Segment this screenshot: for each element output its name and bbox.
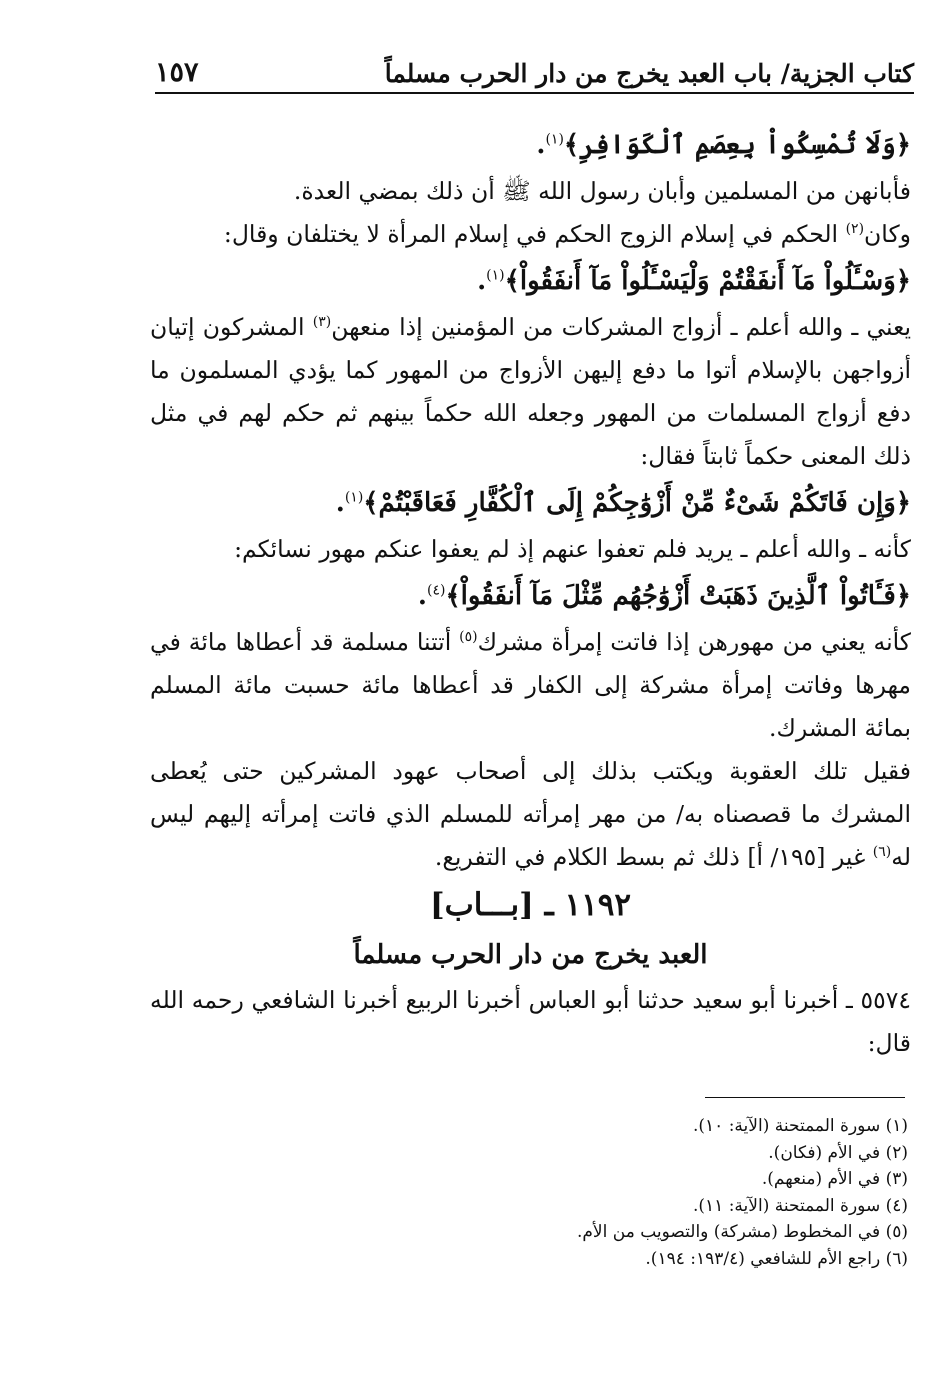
quran-verse-4 bbox=[150, 571, 911, 621]
paragraph-text: ذلك ثم بسط الكلام في التفريع. bbox=[434, 843, 748, 871]
quran-verse-3 bbox=[150, 478, 911, 528]
footnote: (٣) في الأم (منعهم). bbox=[761, 1169, 908, 1189]
paragraph-text: الحكم في إسلام الزوج الحكم في إسلام المرأة لا يختلفان وقال: bbox=[223, 220, 846, 248]
page-header bbox=[155, 44, 914, 94]
paragraph-6 bbox=[150, 750, 911, 879]
footnote: (٤) سورة الممتحنة (الآية: ١١). bbox=[692, 1195, 908, 1216]
main-text bbox=[150, 120, 911, 1065]
paragraph-2 bbox=[150, 213, 911, 256]
footnote-ref: (٥) bbox=[459, 629, 478, 646]
paragraph-5 bbox=[150, 621, 911, 750]
paragraph-text: غير bbox=[825, 843, 873, 871]
quran-verse-2 bbox=[150, 256, 911, 306]
quran-verse-1 bbox=[150, 120, 911, 170]
footnote-ref: (٦) bbox=[872, 844, 892, 861]
running-title: كتاب الجزية/ باب العبد يخرج من دار الحرب مسلماً bbox=[384, 59, 914, 88]
paragraph-text: فقيل تلك العقوبة ويكتب بذلك إلى أصحاب عهود المشركين حتى يُعطى المشرك ما قصصناه به/ من مهر إمرأته للمسلم الذي فاتت إمرأته إليهم ليس له bbox=[150, 757, 911, 871]
verse-text: ﴿وَسْـَٔلُواْ مَآ أَنفَقْتُمْ وَلْيَسْـَٔلُواْ مَآ أَنفَقُواْ﴾ bbox=[504, 266, 911, 296]
footnote-ref: (٤) bbox=[426, 582, 446, 599]
verse-tail: . bbox=[417, 581, 427, 611]
verse-tail: . bbox=[477, 266, 487, 296]
paragraph-text: كأنه يعني من مهورهن إذا فاتت إمرأة مشرك bbox=[477, 628, 911, 656]
footnote: (١) سورة الممتحنة (الآية: ١٠). bbox=[692, 1116, 908, 1136]
footnote-ref: (٣) bbox=[312, 314, 332, 331]
footnote: (٥) في المخطوط (مشركة) والتصويب من الأم. bbox=[577, 1222, 908, 1242]
footnote: (٦) راجع الأم للشافعي (١٩٣/٤: ١٩٤). bbox=[645, 1248, 908, 1269]
paragraph-text: وكان bbox=[864, 220, 911, 248]
paragraph-text: المشركون إتيان أزواجهن بالإسلام أتوا ما دفع إليهن الأزواج من المهور كما يؤدي المسلمون ما دفع أزواج المسلمات من المهور وجعله الله حكماً بينهم ثم حكم لهم في مثل ذلك المعنى حكماً ثابتاً فقال: bbox=[150, 313, 911, 470]
footnote: (٢) في الأم (فكان). bbox=[768, 1142, 908, 1163]
verse-tail: . bbox=[536, 130, 546, 160]
footnote-ref: (١) bbox=[344, 489, 364, 506]
paragraph-text: أتتنا مسلمة قد أعطاها مائة في مهرها وفاتت إمرأة مشركة إلى الكفار قد أعطاها مائة حسبت مائة المسلم بمائة المشرك. bbox=[150, 628, 911, 742]
paragraph-1: فأبانهن من المسلمين وأبان رسول الله ﷺ أن ذلك بمضي العدة. bbox=[293, 177, 911, 205]
paragraph-4: كأنه ـ والله أعلم ـ يريد فلم تعفوا عنهم إذ لم يعفوا عنكم مهور نسائكم: bbox=[234, 535, 911, 563]
chapter-subtitle: العبد يخرج من دار الحرب مسلماً bbox=[353, 940, 708, 970]
footnote-ref: (٢) bbox=[845, 221, 865, 238]
paragraph-text: يعني ـ والله أعلم ـ أزواج المشركات من المؤمنين إذا منعهن bbox=[331, 313, 912, 341]
footnote-ref: (١) bbox=[545, 131, 564, 148]
verse-text: ﴿وَإِن فَاتَكُمْ شَىْءٌ مِّنْ أَزْوَٰجِكُمْ إِلَى ٱلْكُفَّارِ فَعَاقَبْتُمْ﴾ bbox=[363, 488, 911, 518]
chapter-title: ١١٩٢ ـ [بـــاب] bbox=[429, 887, 632, 923]
folio-marker: [١٩٥/ أ] bbox=[747, 843, 826, 871]
verse-text: ﴿فَـَٔاتُواْ ٱلَّذِينَ ذَهَبَتْ أَزْوَٰجُهُم مِّثْلَ مَآ أَنفَقُواْ﴾ bbox=[445, 581, 911, 611]
verse-tail: . bbox=[335, 488, 345, 518]
verse-text: ﴿وَلَا تُمْسِكُواْ بِعِصَمِ ٱلْكَوَافِرِ﴾ bbox=[563, 130, 911, 160]
paragraph-3 bbox=[150, 306, 911, 478]
footnote-divider bbox=[705, 1097, 905, 1098]
paragraph-7: ٥٥٧٤ ـ أخبرنا أبو سعيد حدثنا أبو العباس أخبرنا الربيع أخبرنا الشافعي رحمه الله قال: bbox=[150, 986, 911, 1057]
page-number: ١٥٧ bbox=[155, 57, 199, 88]
footnote-ref: (١) bbox=[486, 267, 505, 284]
footnotes bbox=[188, 1113, 908, 1272]
